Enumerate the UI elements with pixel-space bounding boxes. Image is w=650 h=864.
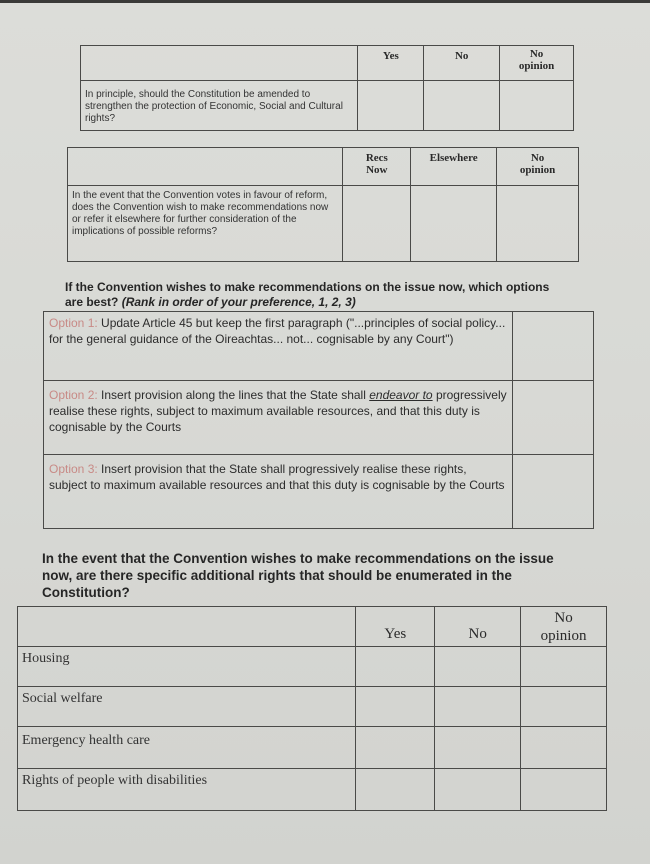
- option-2: Option 2: Insert provision along the lines that the State shall endeavor to progressively realise these rights, subject to maximum available resources, and that this duty is cognisable by the Courts: [44, 381, 513, 455]
- option-1-rank-cell[interactable]: [513, 312, 594, 381]
- header-no: No: [435, 607, 521, 647]
- option-3-label: Option 3:: [49, 462, 98, 476]
- header-no: No: [424, 46, 500, 81]
- option-1-text: Update Article 45 but keep the first paragraph ("...principles of social policy... for the general guidance of the Oireachtas... not... cognisable by any Court"): [49, 316, 506, 346]
- table-additional-rights: [17, 606, 607, 811]
- option-3-rank-cell[interactable]: [513, 455, 594, 529]
- option-1-label: Option 1:: [49, 316, 98, 330]
- disabilities-yes-cell[interactable]: [356, 769, 435, 811]
- header-no-opinion: No opinion: [497, 148, 579, 186]
- social-welfare-no-cell[interactable]: [435, 687, 521, 727]
- option-3-text: Insert provision that the State shall progressively realise these rights, subject to maximum available resources and that this duty is cognisable by the Courts: [49, 462, 505, 492]
- answer-yes-cell[interactable]: [358, 81, 424, 131]
- option-1: [44, 312, 513, 381]
- disabilities-no-opinion-cell[interactable]: [521, 769, 607, 811]
- table-convention-reform: [67, 147, 579, 262]
- disabilities-no-cell[interactable]: [435, 769, 521, 811]
- option-2-label: Option 2:: [49, 388, 98, 402]
- right-housing: Housing: [18, 647, 356, 687]
- right-social-welfare: Social welfare: [18, 687, 356, 727]
- section-options-heading: If the Convention wishes to make recommendations on the issue now, which options are best? (Rank in order of your preference, 1, 2, 3): [65, 280, 550, 309]
- section-rights-heading: In the event that the Convention wishes to make recommendations on the issue now, are there specific additional rights that should be enumerated in the Constitution?: [42, 551, 554, 600]
- answer-recs-now-cell[interactable]: [343, 186, 411, 262]
- answer-no-cell[interactable]: [424, 81, 500, 131]
- table-options: [43, 311, 594, 529]
- emergency-health-no-opinion-cell[interactable]: [521, 727, 607, 769]
- social-welfare-yes-cell[interactable]: [356, 687, 435, 727]
- option-2-rank-cell[interactable]: [513, 381, 594, 455]
- header-elsewhere: Elsewhere: [411, 148, 497, 186]
- table-constitution-amend: [80, 45, 574, 131]
- rank-instruction: (Rank in order of your preference, 1, 2, 3): [121, 295, 356, 309]
- question-reform: In the event that the Convention votes in favour of reform, does the Convention wish to make recommendations now or refer it elsewhere for further consideration of the implications of possible reforms?: [68, 186, 343, 262]
- housing-no-cell[interactable]: [435, 647, 521, 687]
- right-emergency-health-care: Emergency health care: [18, 727, 356, 769]
- header-recs-now: Recs Now: [343, 148, 411, 186]
- option-3: [44, 455, 513, 529]
- header-no-opinion: No opinion: [521, 607, 607, 647]
- housing-yes-cell[interactable]: [356, 647, 435, 687]
- answer-elsewhere-cell[interactable]: [411, 186, 497, 262]
- emergency-health-no-cell[interactable]: [435, 727, 521, 769]
- emergency-health-yes-cell[interactable]: [356, 727, 435, 769]
- header-blank: [68, 148, 343, 186]
- housing-no-opinion-cell[interactable]: [521, 647, 607, 687]
- answer-no-opinion-cell[interactable]: [500, 81, 574, 131]
- question-amend: In principle, should the Constitution be amended to strengthen the protection of Economic, Social and Cultural rights?: [81, 81, 358, 131]
- answer-no-opinion-cell[interactable]: [497, 186, 579, 262]
- header-no-opinion: No opinion: [500, 46, 574, 81]
- option-2-emphasis: endeavor to: [369, 388, 433, 402]
- right-disabilities: Rights of people with disabilities: [18, 769, 356, 811]
- header-blank: [81, 46, 358, 81]
- header-blank: [18, 607, 356, 647]
- header-yes: Yes: [358, 46, 424, 81]
- social-welfare-no-opinion-cell[interactable]: [521, 687, 607, 727]
- header-yes: Yes: [356, 607, 435, 647]
